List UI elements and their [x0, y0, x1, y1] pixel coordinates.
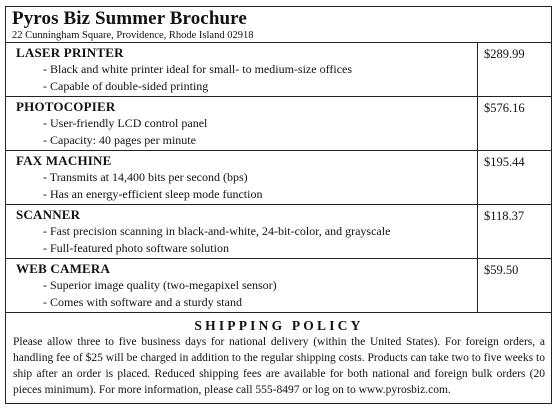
- product-feature: - Fast precision scanning in black-and-white, 24-bit-color, and grayscale: [43, 224, 391, 238]
- product-row-web-camera: [6, 259, 551, 313]
- product-name: WEB CAMERA: [16, 261, 111, 276]
- shipping-policy-title: SHIPPING POLICY: [194, 318, 364, 333]
- product-feature: - Black and white printer ideal for small- to medium-size offices: [43, 62, 353, 76]
- company-address: 22 Cunningham Square, Providence, Rhode Island 02918: [12, 30, 254, 41]
- product-row-fax-machine: [6, 151, 551, 205]
- product-price: $289.99: [484, 47, 525, 61]
- product-name: PHOTOCOPIER: [16, 99, 116, 114]
- product-details: [6, 259, 478, 312]
- shipping-policy: [6, 313, 551, 398]
- product-feature: - Has an energy-efficient sleep mode function: [43, 187, 263, 201]
- product-feature: - Comes with software and a sturdy stand: [43, 295, 242, 309]
- product-feature: - Full-featured photo software solution: [43, 241, 229, 255]
- product-feature: - Transmits at 14,400 bits per second (bps): [43, 170, 248, 184]
- brochure-title: Pyros Biz Summer Brochure: [12, 8, 247, 29]
- product-price: $195.44: [484, 155, 525, 169]
- product-price: $576.16: [484, 101, 525, 115]
- product-name: FAX MACHINE: [16, 153, 112, 168]
- product-feature: - Capable of double-sided printing: [43, 79, 209, 93]
- product-price: $118.37: [484, 209, 525, 223]
- brochure-header: [6, 7, 551, 43]
- product-details: [6, 205, 478, 258]
- product-feature: - Capacity: 40 pages per minute: [43, 133, 196, 147]
- shipping-policy-text: Please allow three to five business days for national delivery (within the United States). For foreign orders, a handling fee of $25 will be charged in addition to the regular shipping costs. Products can take two to five weeks to ship after an order is placed. Reduced shipping fees are available for both national and foreign bulk orders (20 pieces minimum). For more information, please call 555-8497 or log on to www.pyrosbiz.com.: [13, 336, 545, 396]
- product-price: $59.50: [484, 263, 519, 277]
- product-details: [6, 43, 478, 96]
- product-row-scanner: [6, 205, 551, 259]
- brochure: [5, 6, 552, 404]
- product-details: [6, 97, 478, 150]
- product-details: [6, 151, 478, 204]
- product-row-photocopier: [6, 97, 551, 151]
- product-feature: - Superior image quality (two-megapixel sensor): [43, 278, 277, 292]
- product-row-laser-printer: [6, 43, 551, 97]
- product-name: LASER PRINTER: [16, 45, 124, 60]
- product-name: SCANNER: [16, 207, 81, 222]
- product-feature: - User-friendly LCD control panel: [43, 116, 208, 130]
